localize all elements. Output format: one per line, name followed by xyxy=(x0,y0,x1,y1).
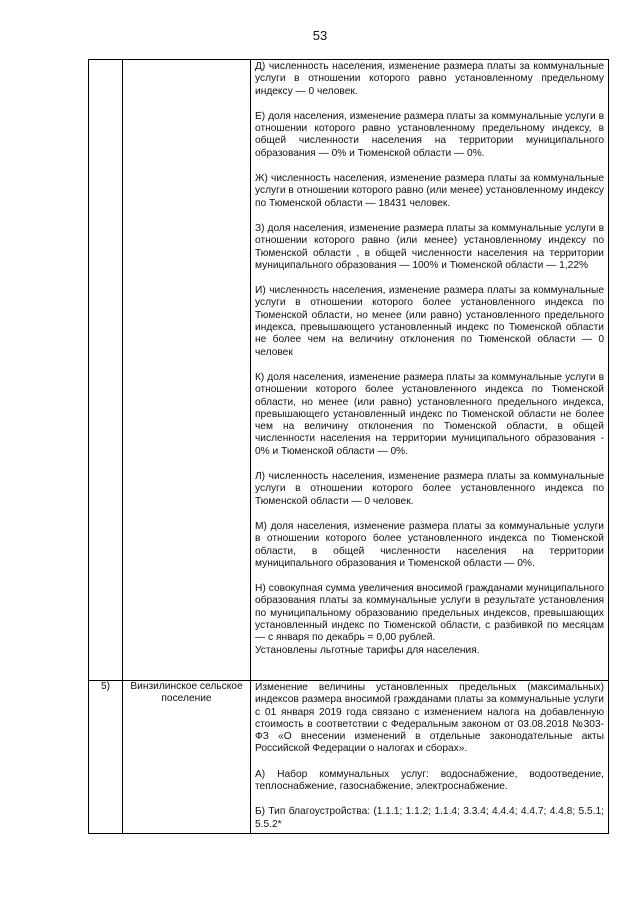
paragraph-l: Л) численность населения, изменение размера платы за коммунальные услуги в отношении которого более установленного индекса по Тюменской области — 0 человек. xyxy=(255,471,604,507)
paragraph-intro: Изменение величины установленных предельных (максимальных) индексов размера вносимой гражданами платы за коммунальные услуги с 01 января 2019 года связано с изменением налога на добавленную стоимость в соответствии с Федеральным законом от 03.08.2018 №303-ФЗ «О внесении изменений в отдельные законодательные акты Российской Федерации о налогах и сборах». xyxy=(255,682,604,755)
row-number-cell: 5) xyxy=(89,681,123,834)
settlement-name-cell: Винзилинское сельское поселение xyxy=(123,681,251,834)
page-number: 53 xyxy=(312,28,328,43)
paragraph-m: М) доля населения, изменение размера платы за коммунальные услуги в отношении которого более установленного индекса по Тюменской области, в общей численности населения на территории муниципального образования и Тюменской области — 0%. xyxy=(255,520,604,569)
paragraph-n: Н) совокупная сумма увеличения вносимой гражданами муниципального образования платы за коммунальные услуги в результате установления по муниципальному образованию предельных индексов, превышающих установленный индекс по Тюменской области, с разбивкой по месяцам — с января по декабрь = 0,00 рублей. xyxy=(255,583,604,644)
content-cell xyxy=(251,60,609,681)
document-table xyxy=(88,59,609,834)
paragraph-tariffs: Установлены льготные тарифы для населения. xyxy=(255,644,480,656)
paragraph-zh: Ж) численность населения, изменение размера платы за коммунальные услуги в отношении которого равно (или менее) установленному индексу по Тюменской области — 18431 человек. xyxy=(255,173,604,209)
content-cell xyxy=(251,681,609,834)
paragraph-a: А) Набор коммунальных услуг: водоснабжение, водоотведение, теплоснабжение, газоснабжение, электроснабжение. xyxy=(255,768,604,793)
paragraph-b: Б) Тип благоустройства: (1.1.1; 1.1.2; 1.1.4; 3.3.4; 4.4.4; 4.4.7; 4.4.8; 5.5.1; 5.5.2* xyxy=(255,806,604,830)
paragraph-i: И) численность населения, изменение размера платы за коммунальные услуги в отношении которого более установленного индекса по Тюменской области, но менее (или равно) установленного предельного индекса, превышающего установленный индекс по Тюменской области не более чем на величину отклонения по Тюменской области — 0 человек xyxy=(255,285,604,358)
table-row xyxy=(89,681,609,834)
paragraph-k: К) доля населения, изменение размера платы за коммунальные услуги в отношении которого более установленного индекса по Тюменской области, но менее (или равно) установленного предельного индекса, превышающего установленный индекс по Тюменской области не более чем на величину отклонения по Тюменской области, в общей численности населения на территории муниципального образования - 0% и Тюменской области — 0%. xyxy=(255,371,604,457)
settlement-name-cell xyxy=(123,60,251,681)
paragraph-d: Д) численность населения, изменение размера платы за коммунальные услуги в отношении которого равно установленному предельному индексу — 0 человек. xyxy=(255,61,604,97)
paragraph-e: Е) доля населения, изменение размера платы за коммунальные услуги в отношении которого равно установленному предельному индексу, в общей численности населения на территории муниципального образования — 0% и Тюменской области — 0%. xyxy=(255,110,604,159)
table-row xyxy=(89,60,609,681)
row-number-cell xyxy=(89,60,123,681)
paragraph-z: З) доля населения, изменение размера платы за коммунальные услуги в отношении которого равно (или менее) установленному индексу по Тюменской области , в общей численности населения на территории муниципального образования — 100% и Тюменской области — 1,22% xyxy=(255,222,604,271)
